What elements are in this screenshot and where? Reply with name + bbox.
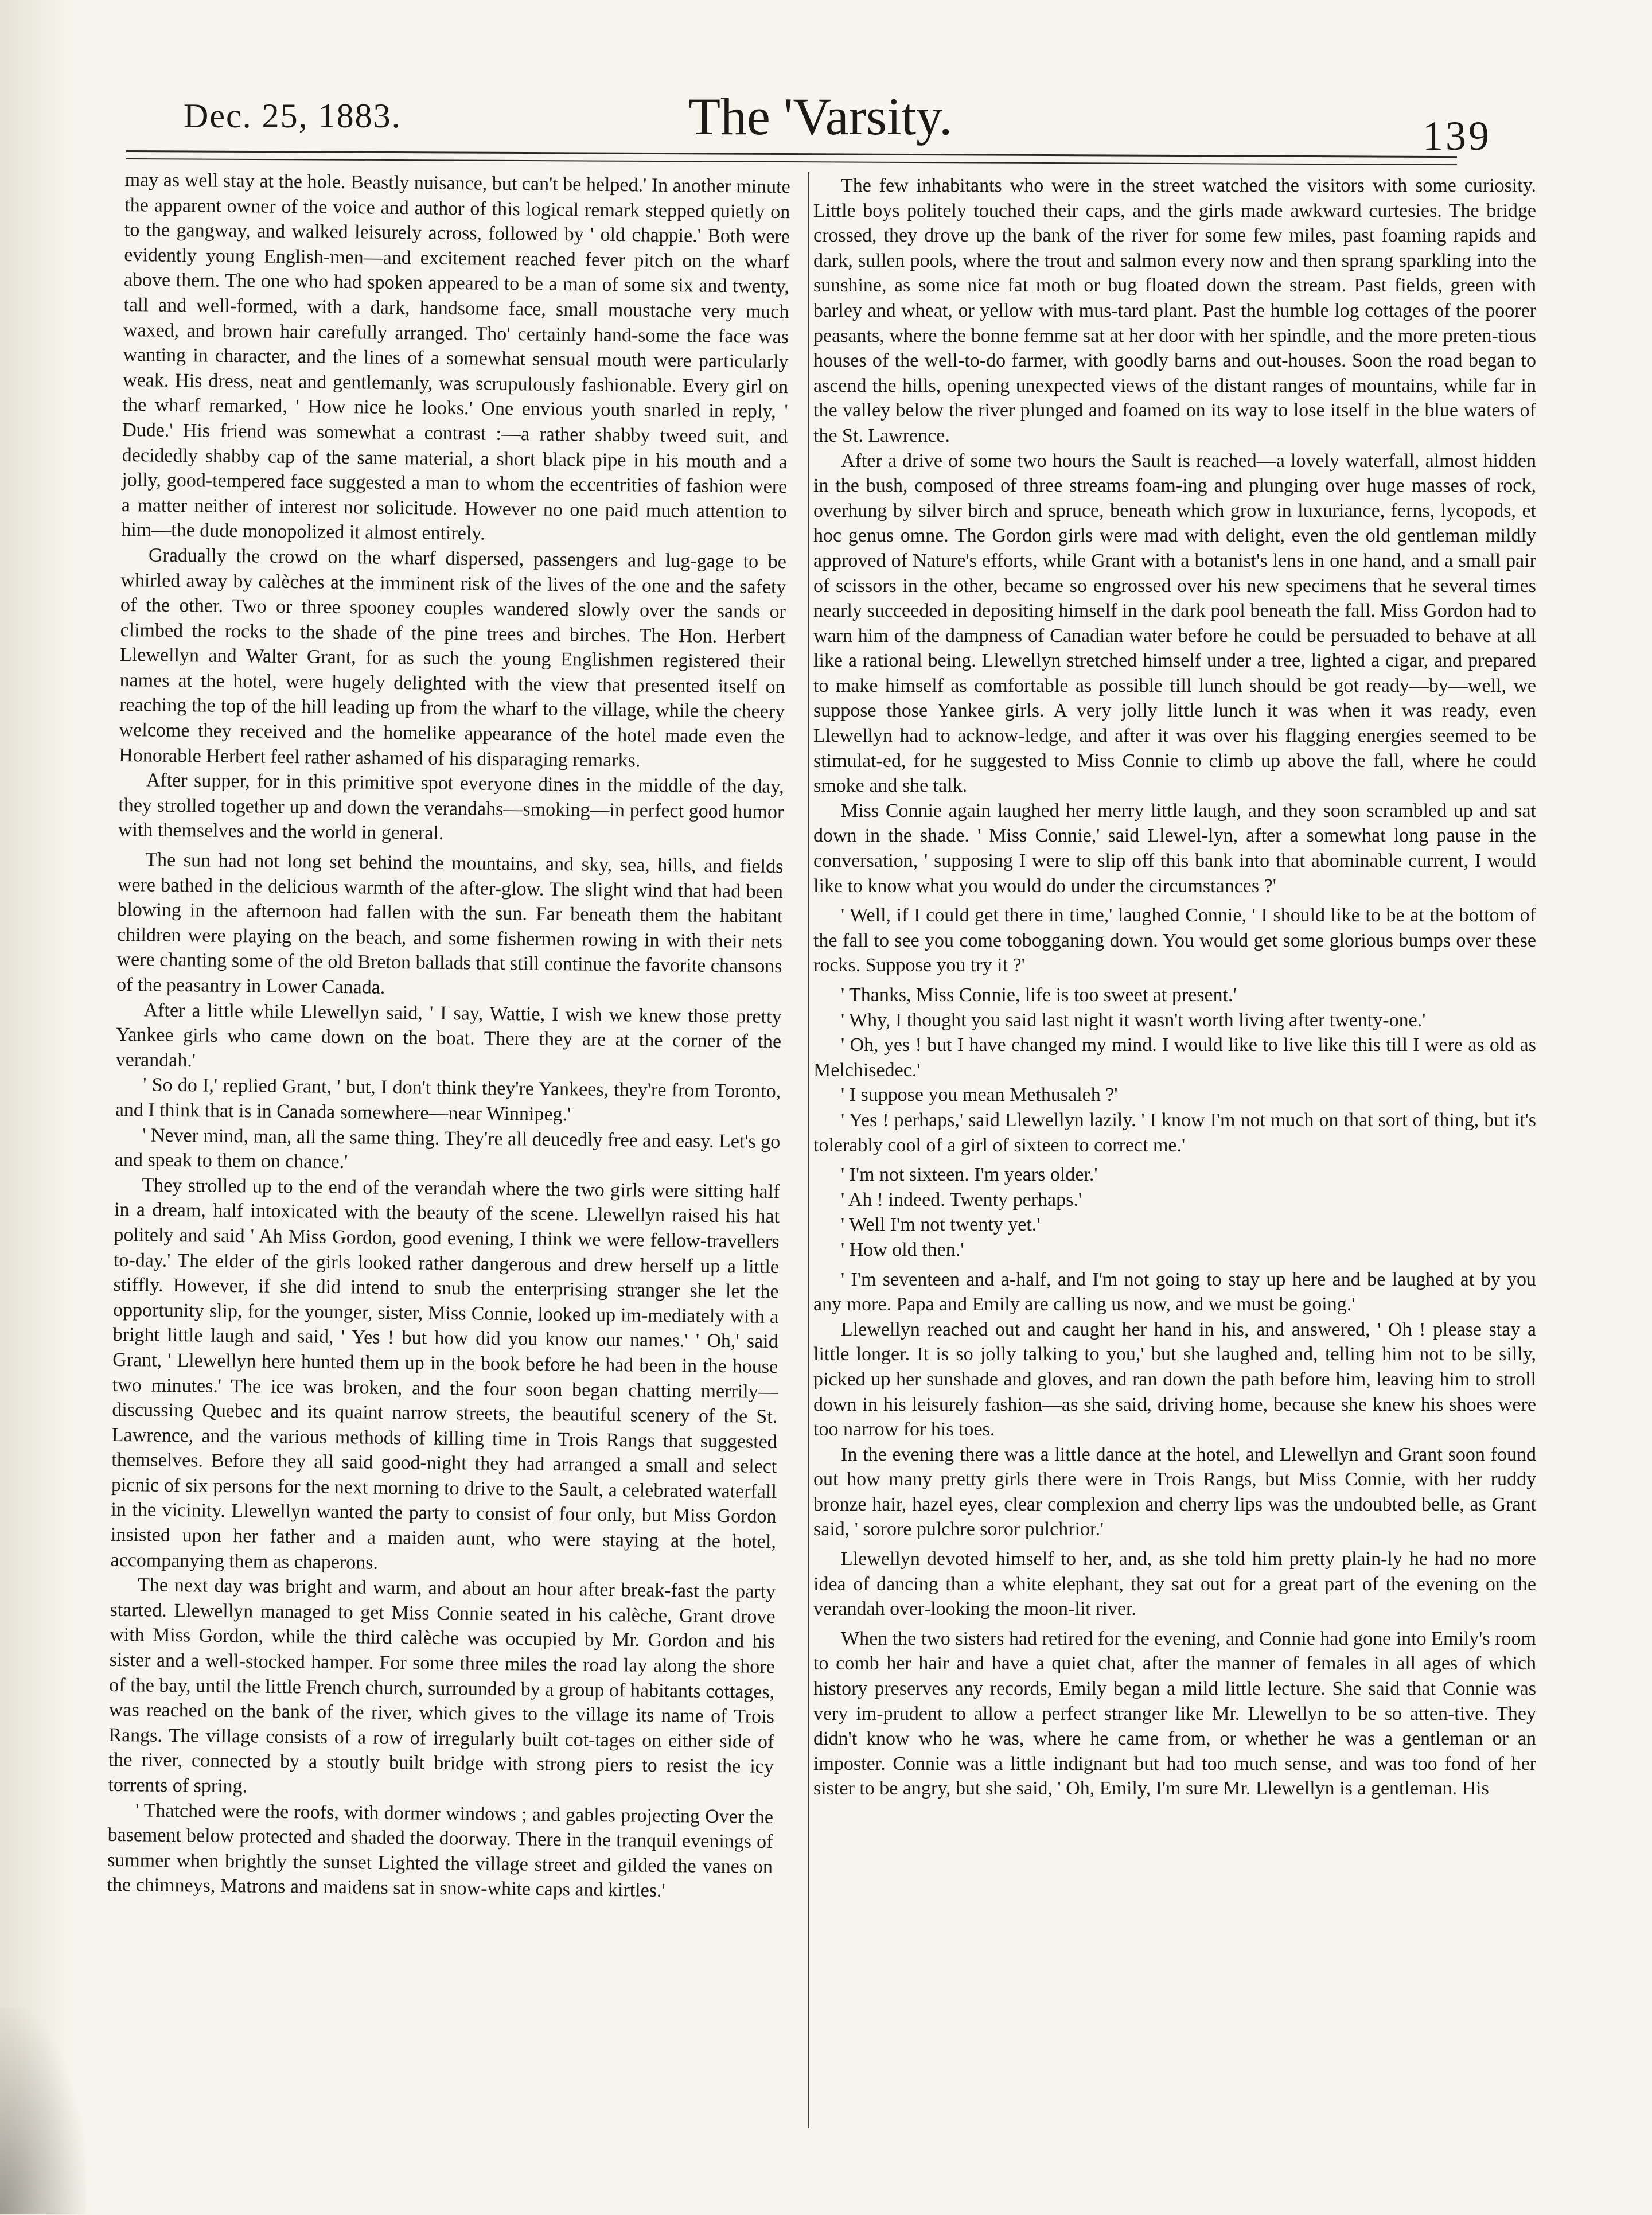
dialogue-line: ' Why, I thought you said last night it wasn't worth living after twenty-one.' xyxy=(841,1009,1426,1031)
paragraph: After a little while Llewellyn said, ' I say, Wattie, I wish we knew those pretty Yankee girls who came down on the boat. There they are at the corner of the verandah.' xyxy=(115,999,782,1072)
page-number: 139 xyxy=(1423,113,1491,159)
verse-quotation: ' Thatched were the roofs, with dormer windows ; and gables projecting Over the basement below protected and shaded the doorway. There in the tranquil evenings of summer when brightly the sunset Lighted the village street and gilded the vanes on the chimneys, Matrons and maidens sat in snow-white caps and kirtles.' xyxy=(107,1799,774,1902)
column-divider xyxy=(808,172,809,2128)
paragraph: The sun had not long set behind the mountains, and sky, sea, hills, and fields were bathed in the delicious warmth of the after-glow. The slight wind that had been blowing in the afternoon had fallen with the sun. Far beneath them the habitant children were playing on the beach, and some fishermen rowing in with their nets were chanting some of the old Breton ballads that still continue the favorite chansons of the peasantry in Lower Canada. xyxy=(116,849,784,998)
dialogue-line: ' I'm seventeen and a-half, and I'm not going to stay up here and be laughed at by you any more. Papa and Emily are calling us now, and we must be going.' xyxy=(813,1268,1536,1315)
dialogue-line: ' Thanks, Miss Connie, life is too sweet at present.' xyxy=(841,984,1237,1006)
dialogue-line: ' Well I'm not twenty yet.' xyxy=(841,1214,1041,1236)
paragraph: In the evening there was a little dance at the hotel, and Llewellyn and Grant soon found out how many pretty girls there were in Trois Rangs, but Miss Connie, with her ruddy bronze hair, hazel eyes, clear complexion and cherry lips was the undoubted belle, as Grant said, ' sorore pulchre soror pulchrior.' xyxy=(813,1443,1536,1540)
paragraph: ' So do I,' replied Grant, ' but, I don't think they're Yankees, they're from Toronto, and I think that is in Canada somewhere—near Winnipeg.' xyxy=(115,1074,781,1126)
paragraph: After supper, for in this primitive spot everyone dines in the middle of the day, they strolled together up and down the verandahs—smoking—in perfect good humor with themselves and the world in general. xyxy=(118,769,784,844)
paragraph: Gradually the crowd on the wharf dispersed, passengers and lug-gage to be whirled away by calèches at the imminent risk of the lives of the one and the safety of the other. Two or three spooney couples wandered slowly over the sands or climbed the rocks to the shade of the pine trees and birches. The Hon. Herbert Llewellyn and Walter Grant, for as such the young Englishmen registered their names at the hotel, were hugely delighted with the view that presented itself on reaching the top of the hill leading up from the wharf to the village, while the cheery welcome they received and the homelike appearance of the hotel made even the Honorable Herbert feel rather ashamed of his disparaging remarks. xyxy=(119,544,787,772)
paragraph: After a drive of some two hours the Sault is reached—a lovely waterfall, almost hidden in the bush, composed of three streams foam-ing and plunging over huge masses of rock, overhung by silver birch and spruce, beneath which grow in luxuriance, ferns, lycopods, et hoc genus omne. The Gordon girls were mad with delight, even the old gentleman mildly approved of Nature's efforts, while Grant with a botanist's lens in one hand, and a small pair of scissors in the other, became so engrossed over his new specimens that he several times nearly succeeded in depositing himself in the dark pool beneath the fall. Miss Gordon had to warn him of the dampness of Canadian water before he could be persuaded to behave at all like a rational being. Llewellyn stretched himself under a tree, lighted a cigar, and prepared to make himself as comfortable as possible till lunch should be got ready—by—well, we suppose those Yankee girls. A very jolly little lunch it was when it was ready, even Llewellyn had to acknow-ledge, and after it was over his flagging energies seemed to be stimulat-ed, for he suggested to Miss Connie to climb up above the fall, where he could smoke and she talk. xyxy=(813,450,1536,797)
scan-shadow xyxy=(0,0,69,2215)
right-column xyxy=(813,173,1536,1801)
paragraph: ' Never mind, man, all the same thing. They're all deucedly free and easy. Let's go and speak to them on chance.' xyxy=(114,1124,781,1173)
header-rule-secondary xyxy=(126,158,1457,165)
dialogue-line: ' I'm not sixteen. I'm years older.' xyxy=(841,1164,1098,1186)
issue-date: Dec. 25, 1883. xyxy=(184,97,402,135)
left-column xyxy=(107,168,790,1905)
paragraph: The few inhabitants who were in the street watched the visitors with some curiosity. Little boys politely touched their caps, and the girls made awkward curtesies. The bridge crossed, they drove up the bank of the river for some few miles, past foaming rapids and dark, sullen pools, where the trout and salmon every now and then sprang sparkling into the sunshine, as some nice fat moth or bug floated down the stream. Past fields, green with barley and wheat, or yellow with mus-tard plant. Past the humble log cottages of the poorer peasants, where the bonne femme sat at her door with her spindle, and the more preten-tious houses of the well-to-do farmer, with goodly barns and out-houses. Soon the road began to ascend the hills, opening unexpected views of the distant ranges of mountains, while far in the valley below the river plunged and foamed on its way to lose itself in the blue waters of the St. Lawrence. xyxy=(813,175,1536,446)
paragraph: Llewellyn reached out and caught her hand in his, and answered, ' Oh ! please stay a little longer. It is so jolly talking to you,' but she laughed and, telling him not to be silly, picked up her sunshade and gloves, and ran down the path before him, leaving him to stroll down in his leisurely fashion—as she said, driving home, because she knew his shoes were too narrow for his toes. xyxy=(813,1318,1536,1441)
dialogue-line: ' Ah ! indeed. Twenty perhaps.' xyxy=(841,1189,1082,1210)
paragraph: may as well stay at the hole. Beastly nuisance, but can't be helped.' In another minute the apparent owner of the voice and author of this logical remark stepped quietly on to the gangway, and walked leisurely across, followed by ' old chappie.' Both were evidently young English-men—and excitement reached fever pitch on the wharf above them. The one who had spoken appeared to be a man of some six and twenty, tall and well-formed, with a dark, handsome face, small moustache very much waxed, and brown hair carefully arranged. Tho' certainly hand-some the face was wanting in character, and the lines of a somewhat sensual mouth were particularly weak. His dress, neat and gentlemanly, was scrupulously fashionable. Every girl on the wharf remarked, ' How nice he looks.' One envious youth snarled in reply, ' Dude.' His friend was somewhat a contrast :—a rather shabby tweed suit, and decidedly shabby cap of the same material, a short black pipe in his mouth and a jolly, good-tempered face suggested a man to whom the eccentrities of fashion were a matter neither of interest nor solicitude. However no one paid much attention to him—the dude monopolized it almost entirely. xyxy=(121,169,790,544)
paragraph: Llewellyn devoted himself to her, and, as she told him pretty plain-ly he had no more idea of dancing than a white elephant, they sat out for a great part of the evening on the verandah over-looking the moon-lit river. xyxy=(813,1548,1536,1620)
paragraph: Miss Connie again laughed her merry little laugh, and they soon scrambled up and sat down in the shade. ' Miss Connie,' said Llewel-lyn, after a somewhat long pause in the conversation, ' supposing I were to slip off this bank into that abominable current, I would like to know what you would do under the circumstances ?' xyxy=(813,800,1536,897)
dialogue-line: ' I suppose you mean Methusaleh ?' xyxy=(841,1084,1118,1106)
dialogue-line: ' Yes ! perhaps,' said Llewellyn lazily. ' I know I'm not much on that sort of thing, but it's tolerably cool of a girl of sixteen to correct me.' xyxy=(813,1109,1536,1156)
paragraph: The next day was bright and warm, and about an hour after break-fast the party started. Llewellyn managed to get Miss Connie seated in his calèche, Grant drove with Miss Gordon, while the third calèche was occupied by Mr. Gordon and his sister and a well-stocked hamper. For some three miles the road lay along the shore of the bay, until the little French church, surrounded by a group of habitants cottages, was reached on the bank of the river, which gives to the village its name of Trois Rangs. The village consists of a row of irregularly built cot-tages on either side of the river, connected by a stoutly built bridge with strong piers to resist the icy torrents of spring. xyxy=(108,1574,776,1797)
header-rule xyxy=(126,150,1457,158)
publication-title: The 'Varsity. xyxy=(688,87,953,146)
dialogue-line: ' Oh, yes ! but I have changed my mind. I would like to live like this till I were as old as Melchisedec.' xyxy=(813,1034,1536,1081)
page-header xyxy=(126,86,1514,159)
paragraph: They strolled up to the end of the verandah where the two girls were sitting half in a dream, half intoxicated with the beauty of the scene. Llewellyn raised his hat politely and said ' Ah Miss Gordon, good evening, I think we were fellow-travellers to-day.' The elder of the girls looked rather dangerous and drew herself up a little stiffly. However, if she did intend to snub the enterprising stranger she let the opportunity slip, for the younger, sister, Miss Connie, looked up im-mediately with a bright little laugh and said, ' Yes ! but how did you know our names.' ' Oh,' said Grant, ' Llewellyn here hunted them up in the book before he had been in the house two minutes.' The ice was broken, and the four soon began chatting merrily—discussing Quebec and its quaint narrow streets, the beautiful scenery of the St. Lawrence, and the various methods of killing time in Trois Rangs that suggested themselves. Before they all said good-night they had arranged a small and select picnic of six persons for the next morning to drive to the Sault, a celebrated waterfall in the vicinity. Llewellyn wanted the party to consist of four only, but Miss Gordon insisted upon her father and a maiden aunt, who were staying at the hotel, accompanying them as chaperons. xyxy=(110,1174,780,1574)
dialogue-line: ' Well, if I could get there in time,' laughed Connie, ' I should like to be at the bottom of the fall to see you come tobogganing down. You would get some glorious bumps over these rocks. Suppose you try it ?' xyxy=(813,905,1536,976)
scan-smudge xyxy=(0,2008,86,2214)
paragraph: When the two sisters had retired for the evening, and Connie had gone into Emily's room to comb her hair and have a quiet chat, after the manner of females in all ages of which history preserves any records, Emily began a mild little lecture. She said that Connie was very im-prudent to allow a perfect stranger like Mr. Llewellyn to be so atten-tive. They didn't know who he was, where he came from, or whether he was a gentleman or an imposter. Connie was a little indignant but had too much sense, and was too fond of her sister to be angry, but she said, ' Oh, Emily, I'm sure Mr. Llewellyn is a gentleman. His xyxy=(813,1628,1536,1800)
dialogue-line: ' How old then.' xyxy=(841,1239,964,1260)
